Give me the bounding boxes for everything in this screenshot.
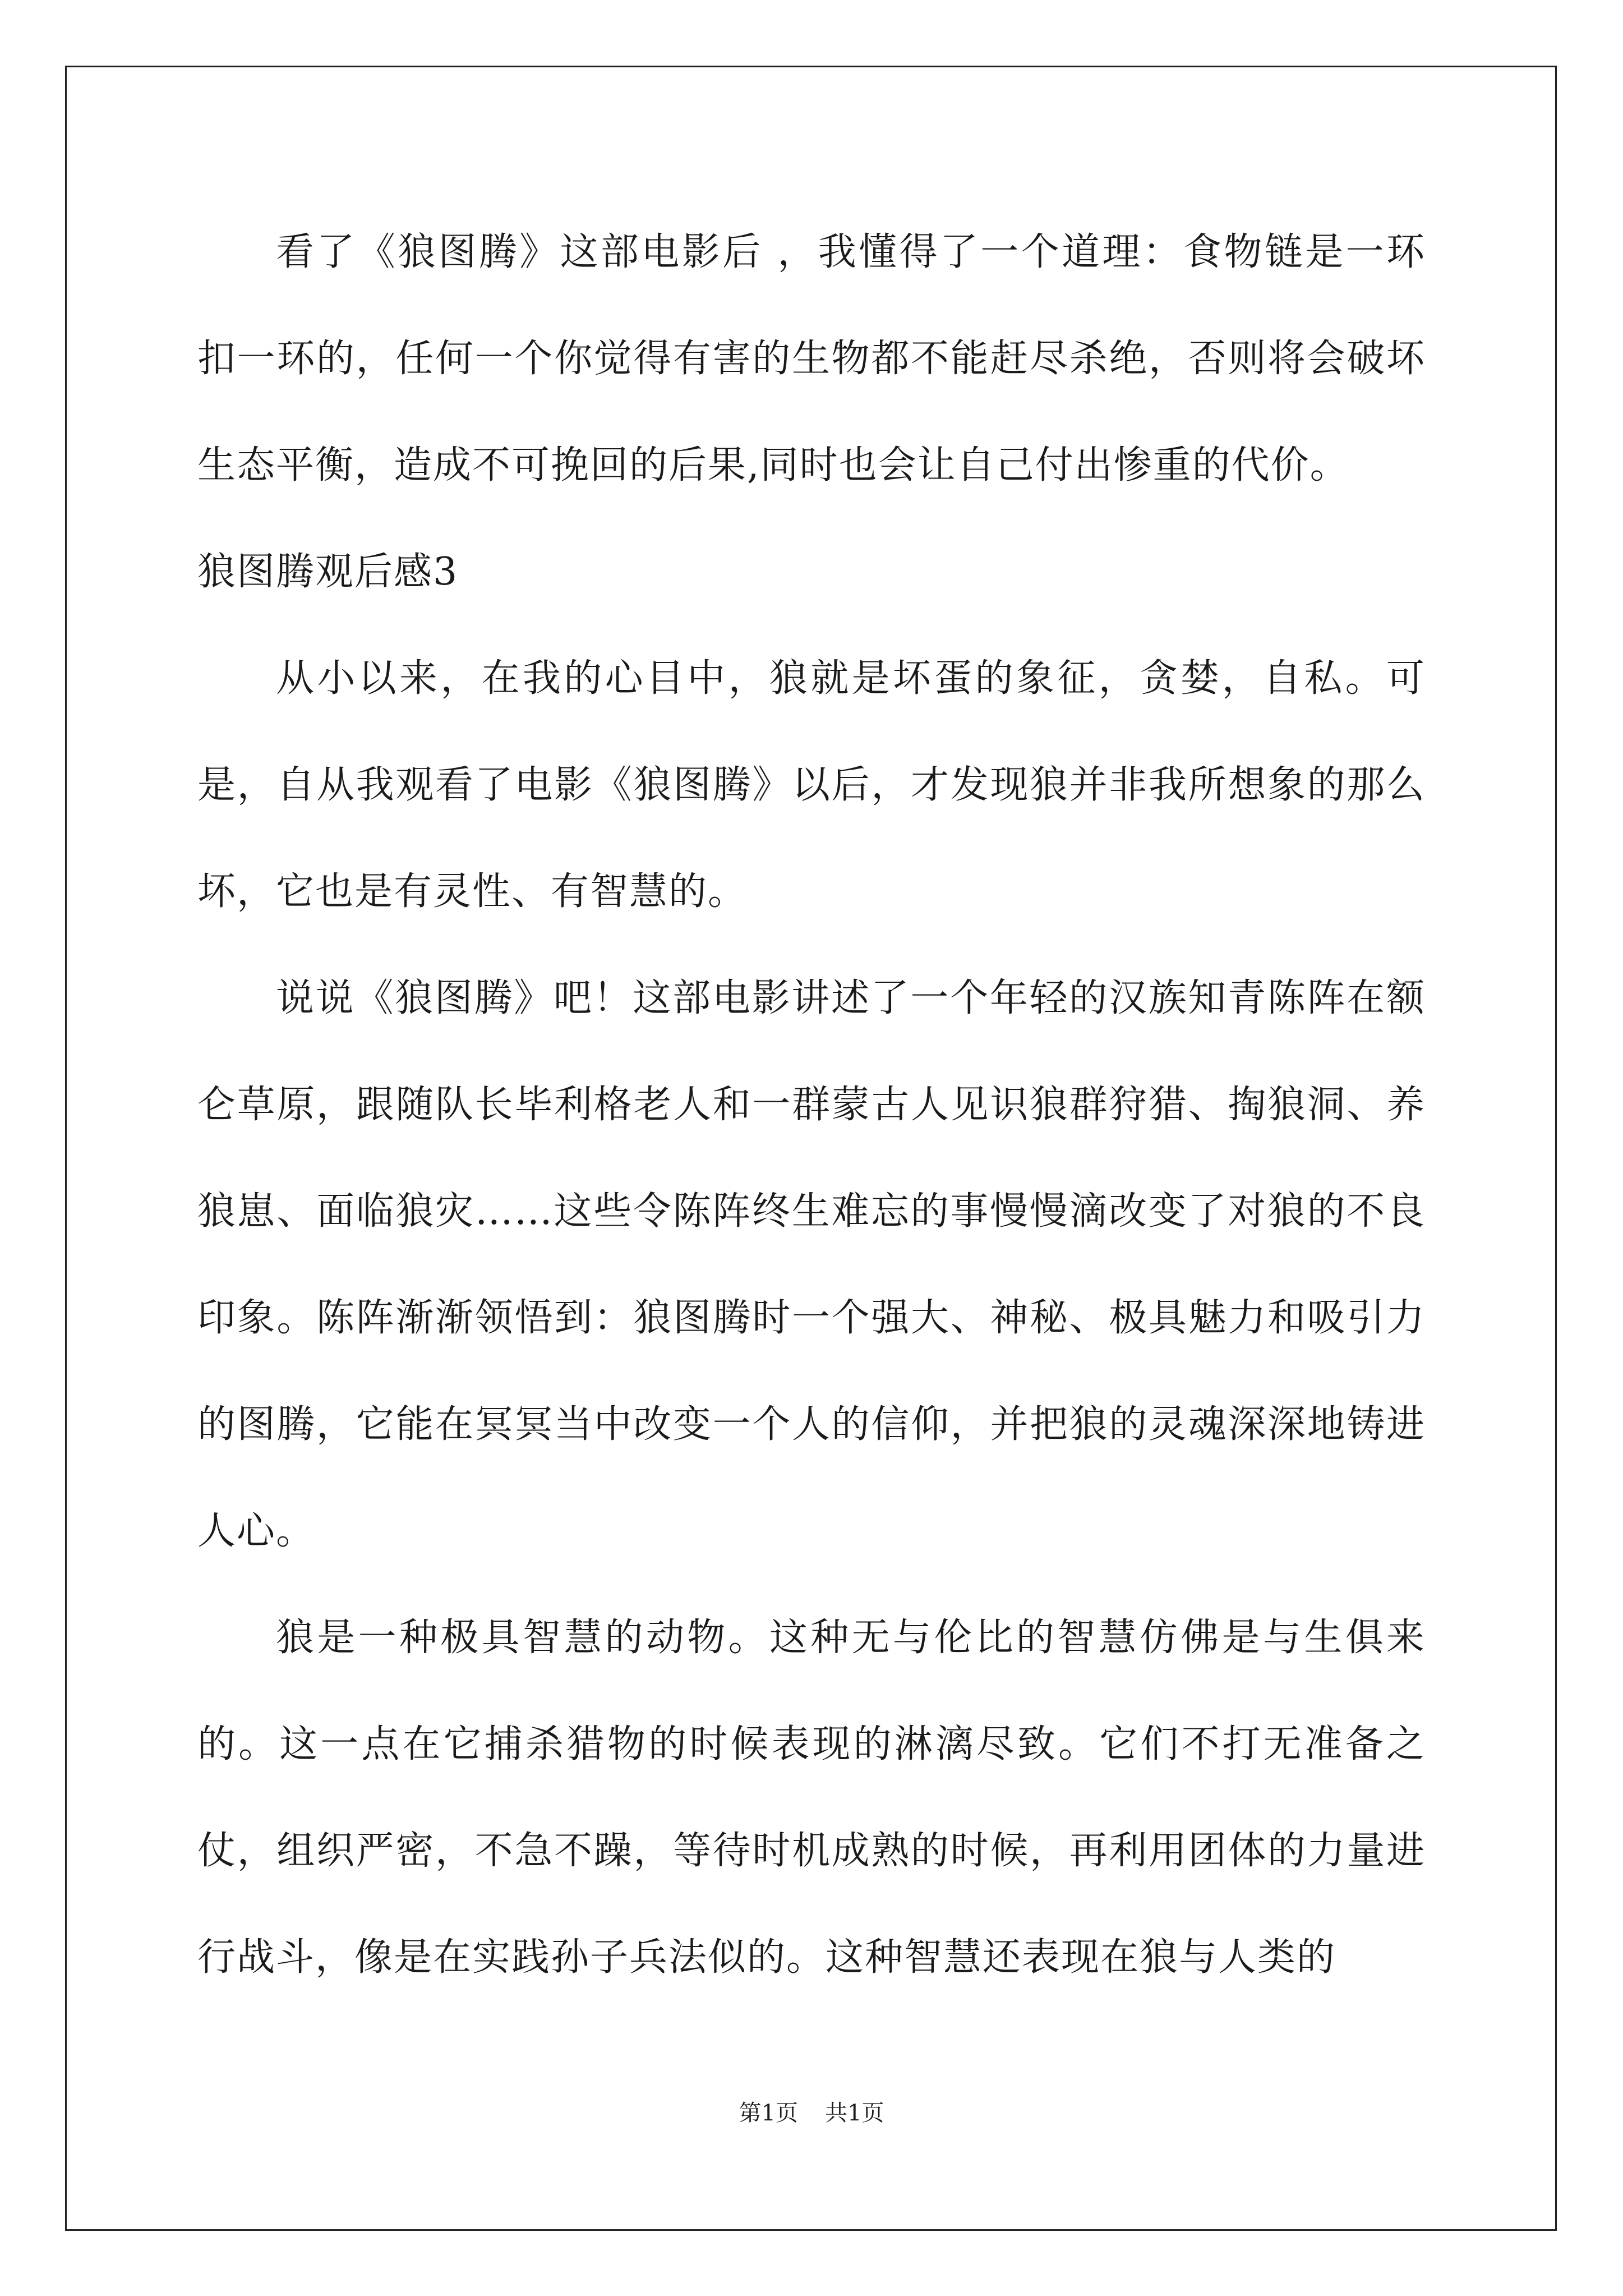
paragraph-3: 说说《狼图腾》吧！这部电影讲述了一个年轻的汉族知青陈阵在额仑草原，跟随队长毕利格老人和一群蒙古人见识狼群狩猎、掏狼洞、养狼崽、面临狼灾……这些令陈阵终生难忘的事慢慢滴改变了对狼的不良印象。陈阵渐渐领悟到：狼图腾时一个强大、神秘、极具魅力和吸引力的图腾，它能在冥冥当中改变一个人的信仰，并把狼的灵魂深深地铸进人心。 bbox=[197, 976, 1426, 1553]
page-number: 第1页 bbox=[739, 2100, 798, 2126]
document-body bbox=[197, 199, 1426, 2011]
paragraph-4: 狼是一种极具智慧的动物。这种无与伦比的智慧仿佛是与生俱来的。这一点在它捕杀猎物的时候表现的淋漓尽致。它们不打无准备之仗，组织严密，不急不躁，等待时机成熟的时候，再利用团体的力量进行战斗，像是在实践孙子兵法似的。这种智慧还表现在狼与人类的 bbox=[197, 1616, 1426, 1980]
paragraph-2: 从小以来，在我的心目中，狼就是坏蛋的象征，贪婪，自私。可是，自从我观看了电影《狼图腾》以后，才发现狼并非我所想象的那么坏，它也是有灵性、有智慧的。 bbox=[197, 656, 1426, 914]
page-footer bbox=[0, 2095, 1623, 2127]
paragraph-1: 看了《狼图腾》这部电影后 ，我懂得了一个道理：食物链是一环扣一环的，任何一个你觉得有害的生物都不能赶尽杀绝，否则将会破坏生态平衡，造成不可挽回的后果,同时也会让自己付出惨重的代价。 bbox=[197, 230, 1426, 487]
page-total: 共1页 bbox=[825, 2100, 884, 2126]
section-heading: 狼图腾观后感3 bbox=[197, 550, 459, 594]
